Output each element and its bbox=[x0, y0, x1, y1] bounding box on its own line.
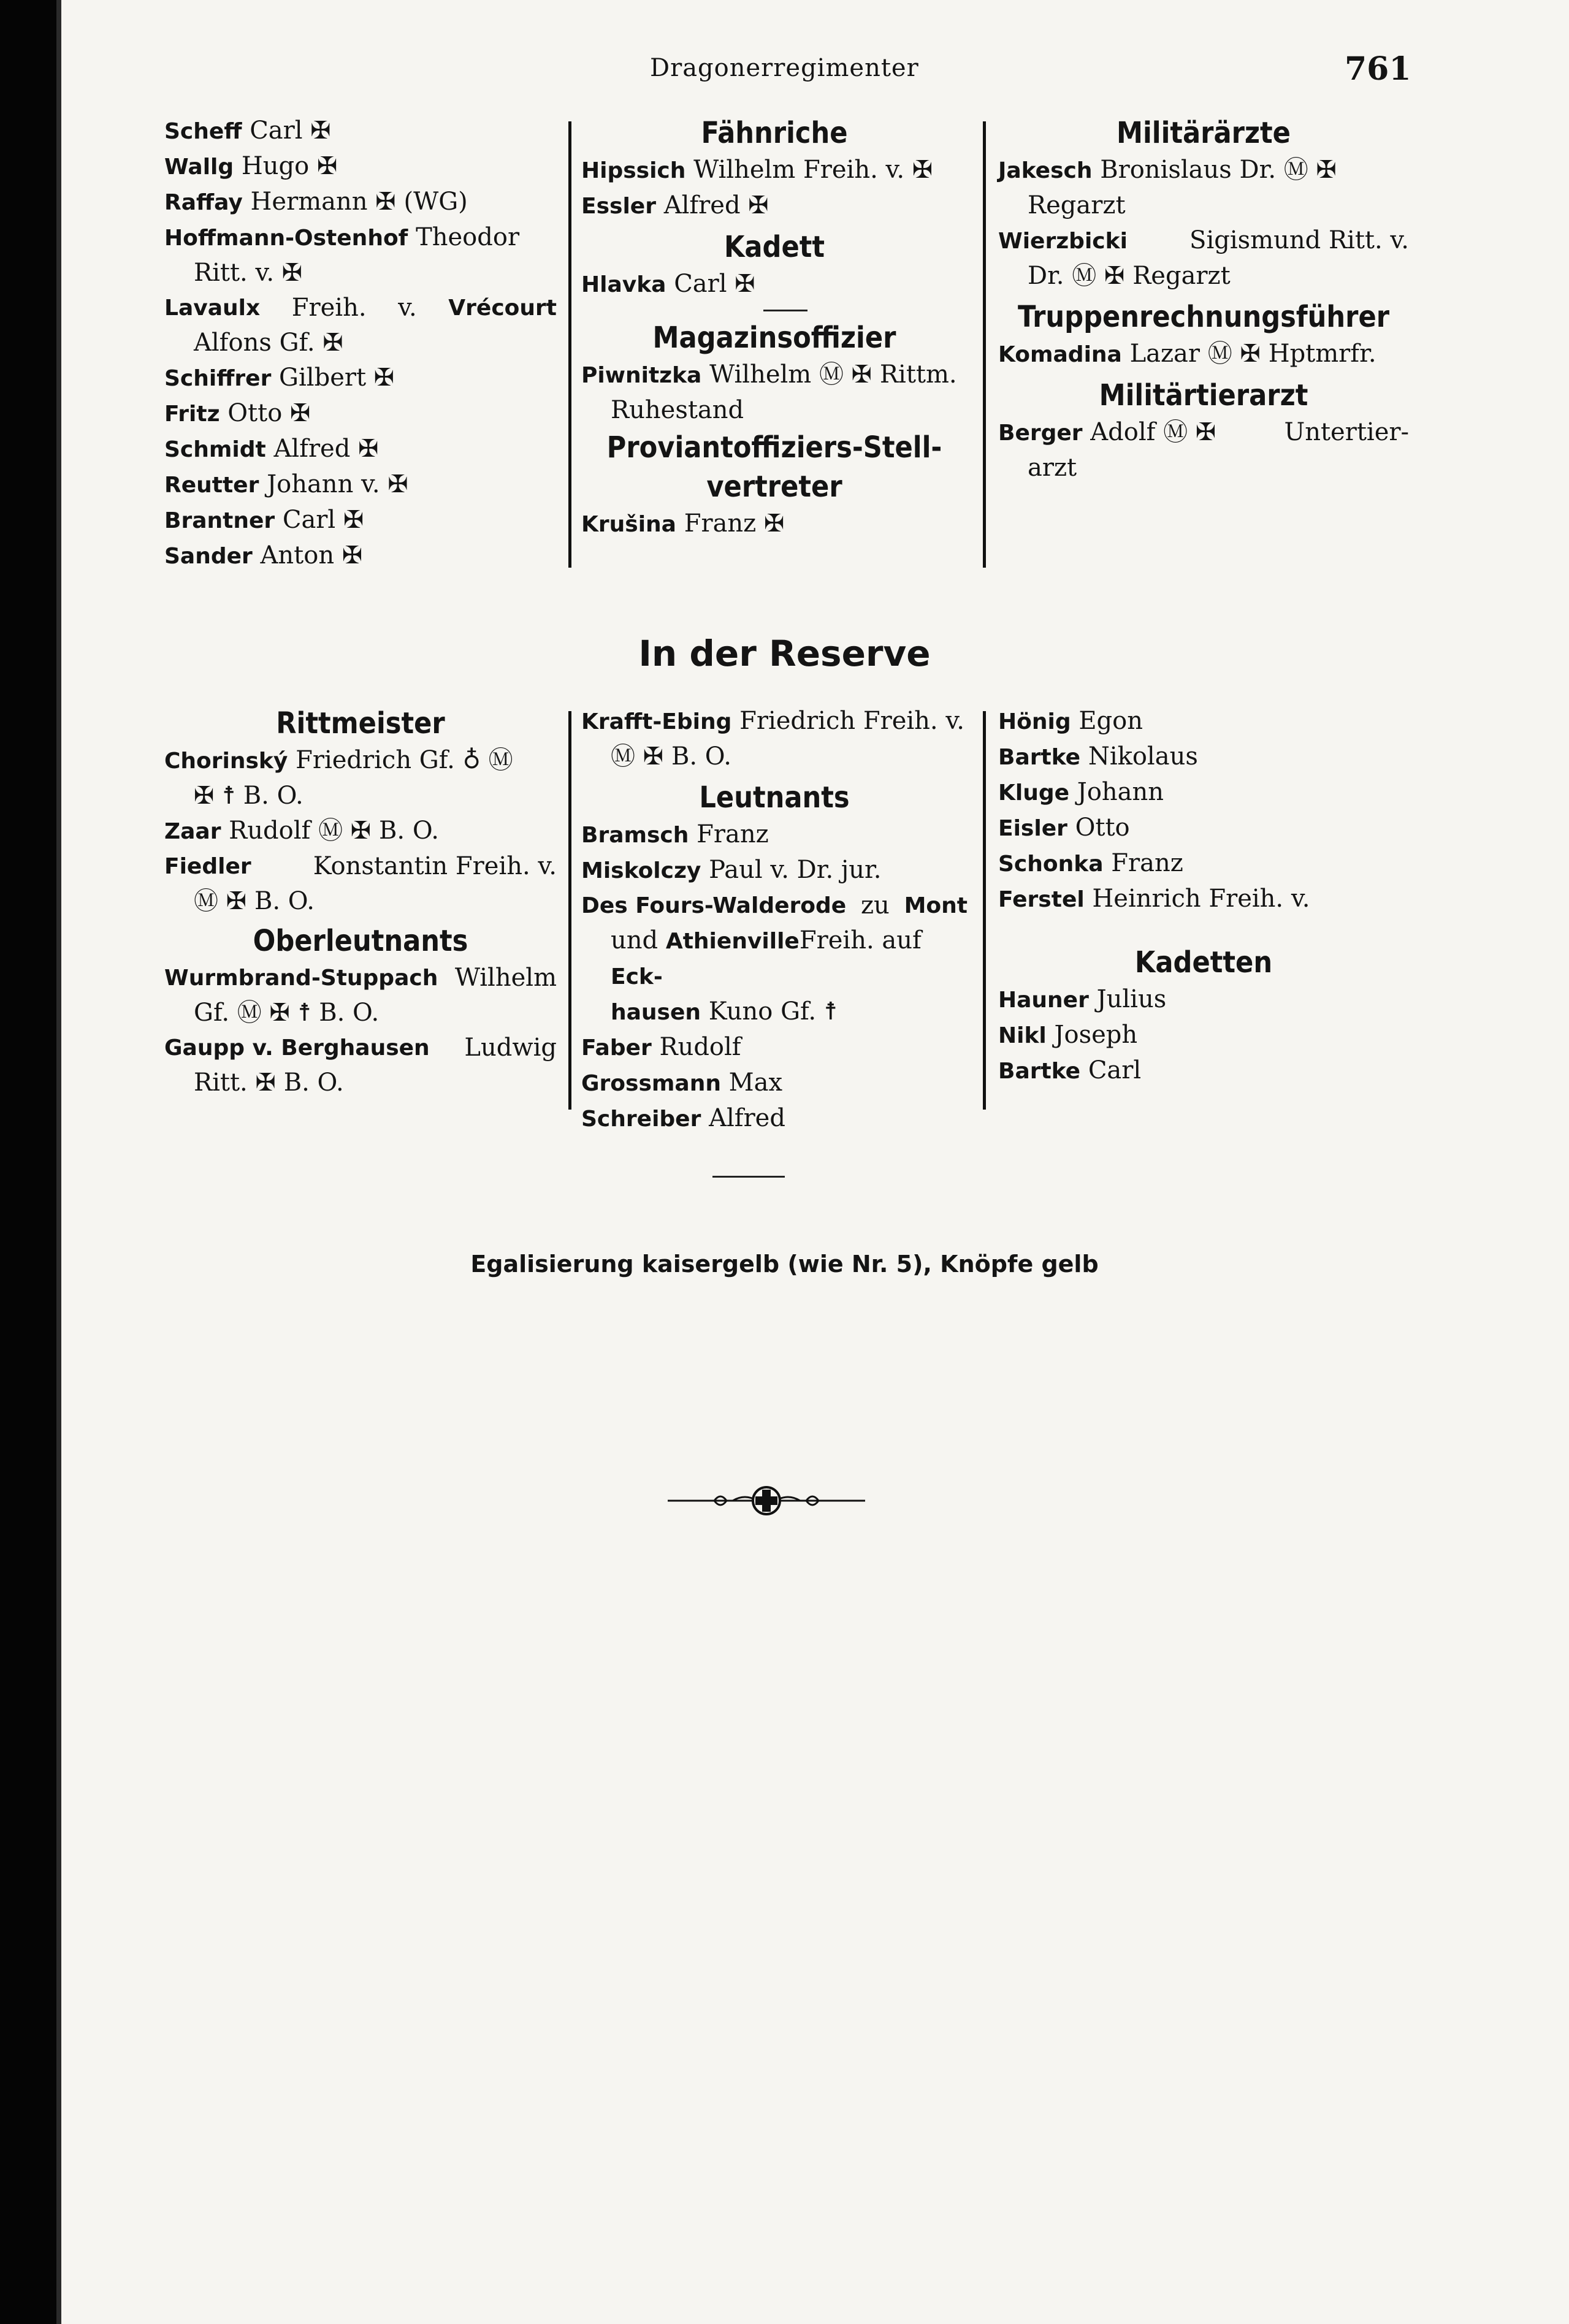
given-name: Egon bbox=[1078, 707, 1143, 735]
entry-continuation: Ruhestand bbox=[611, 396, 744, 424]
entry bbox=[581, 888, 968, 923]
cross-icon: ✠ bbox=[269, 999, 290, 1027]
list-item bbox=[164, 467, 557, 503]
cross-icon: ✠ bbox=[1195, 418, 1216, 446]
medal-m-icon: Ⓜ bbox=[819, 360, 844, 389]
list-item bbox=[581, 267, 968, 302]
given-name: Hermann bbox=[250, 188, 368, 216]
surname: Hauner bbox=[998, 988, 1089, 1013]
surname: Hlavka bbox=[581, 272, 666, 297]
cross-icon: ✠ bbox=[763, 509, 785, 538]
title: Freih. auf bbox=[799, 926, 922, 954]
column-divider bbox=[983, 711, 986, 1110]
footnote-egalisierung: Egalisierung kaisergelb (wie Nr. 5), Knöpfe gelb bbox=[470, 1251, 1099, 1278]
particle: zu bbox=[860, 891, 890, 920]
scan-left-edge bbox=[56, 0, 61, 2324]
heading-militaeraerzte: Militärärzte bbox=[1117, 116, 1291, 150]
order-icon: ♁ bbox=[462, 746, 481, 774]
entry-continuation bbox=[164, 779, 557, 813]
medal-m-icon: Ⓜ bbox=[1207, 340, 1232, 368]
list-item bbox=[998, 846, 1409, 882]
section-title-reserve: In der Reserve bbox=[638, 633, 931, 674]
scan-left-margin bbox=[0, 0, 56, 2324]
surname: Fiedler bbox=[164, 854, 251, 879]
given-name: Ludwig bbox=[464, 1034, 557, 1062]
cross-icon: ✠ bbox=[343, 506, 364, 534]
cross-icon: ✠ bbox=[342, 541, 363, 570]
proviant-list bbox=[581, 506, 968, 542]
column-divider bbox=[568, 711, 571, 1110]
entry bbox=[164, 961, 557, 996]
list-item bbox=[164, 326, 557, 360]
list-item bbox=[581, 188, 968, 224]
surname: Kluge bbox=[998, 780, 1070, 806]
surname: Berger bbox=[998, 421, 1083, 446]
cross-icon: ✠ bbox=[912, 156, 933, 184]
cross-icon: ✠ bbox=[350, 817, 372, 845]
surname: Schreiber bbox=[581, 1107, 701, 1132]
entry bbox=[581, 853, 968, 888]
list-item bbox=[998, 775, 1409, 810]
given-name: Carl bbox=[1088, 1056, 1142, 1084]
entry bbox=[998, 415, 1409, 451]
list-item bbox=[164, 149, 557, 185]
heading-faehnriche: Fähnriche bbox=[701, 116, 848, 150]
note: B. O. bbox=[283, 1069, 344, 1097]
surname: Bramsch bbox=[581, 823, 689, 848]
surname-part: Eck- bbox=[611, 964, 663, 989]
surname: Krafft-Ebing bbox=[581, 709, 732, 734]
surname: Bartke bbox=[998, 1059, 1081, 1084]
cross-icon: ✠ bbox=[323, 329, 343, 357]
list-item bbox=[998, 982, 1409, 1018]
list-item bbox=[998, 882, 1409, 917]
top-column-3 bbox=[998, 113, 1409, 486]
entry-continuation bbox=[998, 259, 1409, 294]
heading-kadetten: Kadetten bbox=[1134, 945, 1273, 980]
cross-icon: ✠ bbox=[387, 470, 408, 498]
given-name: Kuno Gf. bbox=[708, 997, 817, 1026]
entry-continuation bbox=[581, 923, 968, 994]
name-part: Freih. bbox=[291, 294, 367, 322]
given-name: Franz bbox=[697, 820, 769, 848]
reserve-column-3 bbox=[998, 704, 1409, 1089]
surname-part: Vrécourt bbox=[448, 295, 557, 321]
heading-oberleutnants: Oberleutnants bbox=[253, 924, 468, 958]
surname-part: Athienville bbox=[665, 929, 800, 954]
list-item bbox=[998, 810, 1409, 846]
cross-icon: ✠ bbox=[358, 435, 379, 463]
given-name: Johann bbox=[1077, 778, 1164, 806]
surname: Ferstel bbox=[998, 887, 1085, 912]
surname: Faber bbox=[581, 1035, 652, 1061]
list-item bbox=[164, 185, 557, 220]
list-item bbox=[164, 396, 557, 432]
given-name: Konstantin Freih. v. bbox=[313, 852, 557, 880]
heading-kadett: Kadett bbox=[723, 230, 825, 264]
medal-m-icon: Ⓜ bbox=[237, 999, 262, 1027]
given-name: Otto bbox=[227, 399, 283, 427]
cross-icon: ✠ bbox=[316, 152, 338, 180]
rank: Rittm. bbox=[879, 360, 957, 389]
surname: Wurmbrand-Stuppach bbox=[164, 966, 438, 991]
particle: und bbox=[611, 926, 659, 954]
entry bbox=[581, 704, 968, 739]
given-name: Theodor bbox=[416, 223, 520, 251]
surname-part: hausen bbox=[611, 1000, 701, 1025]
surname: Des Fours-Walderode bbox=[581, 893, 847, 918]
heading-magazinsoffizier: Magazinsoffizier bbox=[652, 321, 896, 355]
title: Dr. bbox=[1028, 262, 1064, 290]
surname: Bartke bbox=[998, 745, 1081, 770]
given-name: Wilhelm Freih. v. bbox=[693, 156, 905, 184]
surname: Fritz bbox=[164, 402, 220, 427]
divider bbox=[581, 302, 968, 318]
given-name: Friedrich Gf. bbox=[296, 746, 455, 774]
given-name: Anton bbox=[260, 541, 335, 570]
medal-m-icon: Ⓜ bbox=[1072, 262, 1097, 290]
list-item bbox=[581, 506, 968, 542]
given-name: Joseph bbox=[1054, 1021, 1138, 1049]
cross-icon: ✠ bbox=[255, 1069, 277, 1097]
given-name: Adolf bbox=[1090, 418, 1156, 446]
entry bbox=[581, 1030, 968, 1065]
surname: Jakesch bbox=[998, 158, 1093, 183]
list-item bbox=[164, 256, 557, 291]
surname: Schonka bbox=[998, 851, 1104, 877]
surname: Miskolczy bbox=[581, 858, 701, 883]
kadett-list bbox=[581, 267, 968, 302]
given-name: Alfred bbox=[709, 1104, 785, 1132]
entry-continuation bbox=[581, 739, 968, 774]
given-name: Alfred bbox=[273, 435, 351, 463]
reserve-list bbox=[998, 704, 1409, 917]
given-name: Lazar bbox=[1129, 340, 1201, 368]
name-part: v. bbox=[398, 294, 417, 322]
surname: Gaupp v. Berghausen bbox=[164, 1035, 430, 1061]
entry bbox=[164, 849, 557, 884]
surname: Wallg bbox=[164, 154, 234, 180]
rank: Hptmrfr. bbox=[1268, 340, 1376, 368]
list-item bbox=[164, 360, 557, 396]
medal-m-icon: Ⓜ bbox=[1163, 418, 1188, 446]
given-name: Carl bbox=[282, 506, 336, 534]
list-item bbox=[998, 1053, 1409, 1089]
given-name: Carl bbox=[674, 270, 727, 298]
cross-icon: ✠ bbox=[735, 270, 755, 298]
surname: Brantner bbox=[164, 508, 275, 533]
rank: Regarzt bbox=[1132, 262, 1231, 290]
heading-militaertierarzt: Militärtierarzt bbox=[1099, 378, 1308, 413]
surname: Scheff bbox=[164, 119, 242, 144]
cross-icon: ✠ bbox=[373, 364, 395, 392]
surname: Piwnitzka bbox=[581, 363, 702, 388]
given-name: Bronislaus Dr. bbox=[1100, 156, 1277, 184]
surname: Grossmann bbox=[581, 1071, 721, 1096]
entry bbox=[998, 337, 1409, 372]
entry-continuation: Ritt. v. bbox=[194, 259, 275, 287]
surname: Schiffrer bbox=[164, 366, 272, 391]
column-divider bbox=[983, 121, 986, 568]
list-item bbox=[998, 1018, 1409, 1053]
surname: Krušina bbox=[581, 512, 676, 537]
entry bbox=[998, 153, 1409, 188]
surname: Chorinský bbox=[164, 749, 288, 774]
cross-icon: ✠ bbox=[1240, 340, 1261, 368]
given-name: Johann v. bbox=[267, 470, 380, 498]
cross-icon: ✠ bbox=[310, 116, 331, 145]
given-name: Rudolf bbox=[229, 817, 311, 845]
cross-icon: ✠ bbox=[1104, 262, 1125, 290]
dagger-cross-icon: ☨ bbox=[823, 997, 838, 1026]
given-name: Julius bbox=[1096, 985, 1167, 1013]
heading-truppenrechnungsfuehrer: Truppenrechnungsführer bbox=[1017, 300, 1390, 334]
given-name: Max bbox=[728, 1069, 783, 1097]
surname: Schmidt bbox=[164, 437, 266, 462]
kadetten-list bbox=[998, 982, 1409, 1089]
entry bbox=[581, 1065, 968, 1101]
given-name: Otto bbox=[1075, 813, 1130, 842]
note: B. O. bbox=[243, 782, 303, 810]
spacer bbox=[998, 917, 1409, 943]
list-item bbox=[998, 739, 1409, 775]
surname: Essler bbox=[581, 194, 656, 219]
given-name: Wilhelm bbox=[454, 964, 557, 992]
given-name: Sigismund Ritt. v. bbox=[1189, 226, 1409, 254]
list-item bbox=[164, 503, 557, 538]
given-name: Franz bbox=[1111, 849, 1183, 877]
entry bbox=[581, 1101, 968, 1137]
note: B. O. bbox=[671, 742, 731, 771]
cross-icon: ✠ bbox=[375, 188, 396, 216]
surname: Sander bbox=[164, 544, 253, 569]
given-name: Nikolaus bbox=[1088, 742, 1198, 771]
list-item bbox=[164, 113, 557, 149]
entry-continuation: arzt bbox=[1028, 454, 1077, 482]
surname-part: Mont bbox=[904, 893, 968, 918]
surname: Reutter bbox=[164, 473, 259, 498]
given-name: Friedrich Freih. v. bbox=[739, 707, 964, 735]
surname: Wierzbicki bbox=[998, 229, 1128, 254]
given-name: Alfred bbox=[663, 191, 741, 219]
given-name: Hugo bbox=[241, 152, 310, 180]
given-name: Paul v. Dr. jur. bbox=[709, 856, 882, 884]
rank: Untertier- bbox=[1284, 418, 1409, 446]
list-item bbox=[164, 432, 557, 467]
surname: Eisler bbox=[998, 816, 1067, 841]
given-name: Wilhelm bbox=[709, 360, 812, 389]
entry-continuation bbox=[164, 1065, 557, 1100]
cross-icon: ✠ bbox=[851, 360, 872, 389]
entry bbox=[164, 743, 557, 779]
entry-continuation bbox=[581, 994, 968, 1030]
entry bbox=[581, 357, 968, 393]
given-name: Heinrich Freih. v. bbox=[1092, 885, 1310, 913]
medal-m-icon: Ⓜ bbox=[611, 742, 635, 771]
medal-m-icon: Ⓜ bbox=[488, 746, 513, 774]
top-column-2 bbox=[581, 113, 968, 542]
entry-continuation bbox=[164, 884, 557, 919]
page-header-title: Dragonerregimenter bbox=[650, 54, 919, 82]
page-number: 761 bbox=[1345, 50, 1411, 88]
faehnriche-list bbox=[581, 153, 968, 224]
entry-continuation: Regarzt bbox=[1028, 191, 1126, 219]
heading-proviant-line1: Proviantoffiziers-Stell- bbox=[606, 430, 942, 465]
given-name: Gilbert bbox=[279, 364, 367, 392]
cross-icon: ✠ bbox=[1316, 156, 1337, 184]
note: B. O. bbox=[379, 817, 440, 845]
medal-m-icon: Ⓜ bbox=[1283, 156, 1308, 184]
surname: Nikl bbox=[998, 1023, 1047, 1048]
heading-rittmeister: Rittmeister bbox=[276, 706, 445, 741]
note: B. O. bbox=[319, 999, 380, 1027]
list-item bbox=[164, 538, 557, 574]
surname: Lavaulx bbox=[164, 295, 261, 321]
entry-continuation bbox=[164, 996, 557, 1031]
entry bbox=[581, 817, 968, 853]
list-item bbox=[581, 153, 968, 188]
cross-icon: ✠ bbox=[643, 742, 664, 771]
entry-continuation: Alfons Gf. bbox=[194, 329, 315, 357]
cross-icon: ✠ bbox=[281, 259, 303, 287]
column-divider bbox=[568, 121, 571, 568]
list-item bbox=[164, 220, 557, 256]
note: B. O. bbox=[254, 887, 315, 915]
entry bbox=[998, 223, 1409, 259]
top-column-1 bbox=[164, 113, 557, 574]
reserve-column-1 bbox=[164, 704, 557, 1100]
dagger-cross-icon: ☨ bbox=[297, 999, 311, 1027]
given-name: Rudolf bbox=[659, 1033, 741, 1061]
surname: Hönig bbox=[998, 709, 1071, 734]
entry bbox=[164, 1031, 557, 1065]
dagger-cross-icon: ☨ bbox=[222, 782, 236, 810]
title: Ritt. bbox=[194, 1069, 248, 1097]
cross-icon: ✠ bbox=[748, 191, 769, 219]
cross-icon: ✠ bbox=[194, 782, 215, 810]
cross-icon: ✠ bbox=[290, 399, 311, 427]
heading-proviant-line2: vertreter bbox=[706, 470, 842, 504]
given-name: Carl bbox=[250, 116, 303, 145]
list-item bbox=[998, 704, 1409, 739]
title: Gf. bbox=[194, 999, 230, 1027]
note: (WG) bbox=[403, 188, 468, 216]
surname: Hipssich bbox=[581, 158, 686, 183]
medal-m-icon: Ⓜ bbox=[194, 887, 218, 915]
entry bbox=[164, 813, 557, 849]
surname: Komadina bbox=[998, 342, 1122, 367]
reserve-column-2 bbox=[581, 704, 968, 1137]
given-name: Franz bbox=[684, 509, 757, 538]
surname: Zaar bbox=[164, 819, 221, 844]
surname: Raffay bbox=[164, 190, 243, 215]
section-divider bbox=[712, 1176, 785, 1178]
heading-leutnants: Leutnants bbox=[699, 780, 850, 815]
cross-icon: ✠ bbox=[226, 887, 247, 915]
surname: Hoffmann-Ostenhof bbox=[164, 226, 408, 251]
medal-m-icon: Ⓜ bbox=[318, 817, 343, 845]
cross-ornament-icon bbox=[665, 1482, 868, 1519]
list-item bbox=[164, 291, 557, 326]
